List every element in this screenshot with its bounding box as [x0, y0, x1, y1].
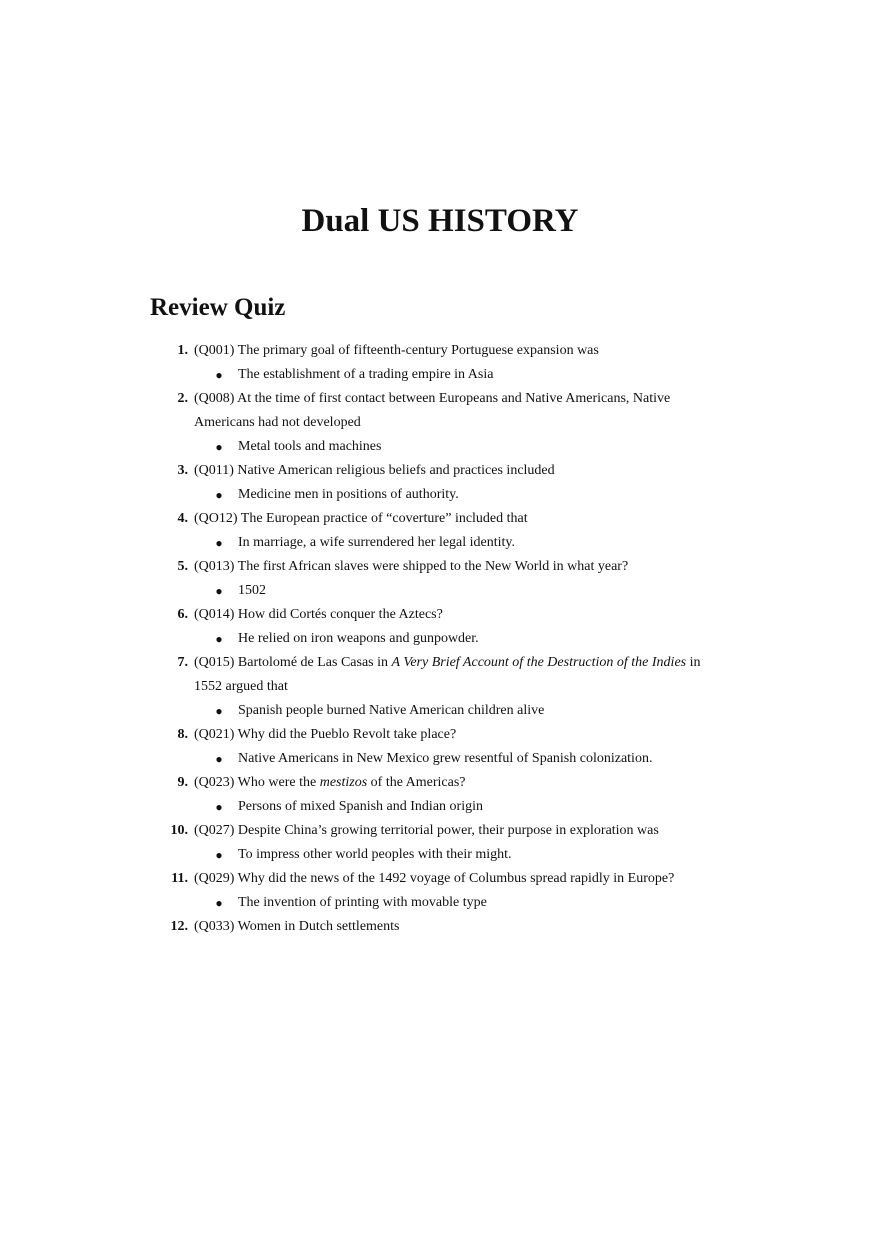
bullet-icon: ●	[215, 896, 223, 910]
question-text: (Q011) Native American religious beliefs and practices included	[194, 463, 555, 478]
question-text-part: in 1552 argued that	[194, 655, 701, 694]
quiz-item	[150, 819, 730, 867]
answer-text: The establishment of a trading empire in Asia	[238, 367, 494, 382]
question-number: 6.	[177, 607, 188, 622]
answer-item	[194, 747, 730, 771]
question-number: 7.	[177, 655, 188, 670]
question-text	[194, 771, 730, 795]
bullet-icon: ●	[215, 488, 223, 502]
question-text: (Q029) Why did the news of the 1492 voyage of Columbus spread rapidly in Europe?	[194, 871, 675, 886]
quiz-list	[150, 339, 730, 939]
question-text: (Q014) How did Cortés conquer the Aztecs?	[194, 607, 443, 622]
bullet-icon: ●	[215, 704, 223, 718]
quiz-item	[150, 555, 730, 603]
question-number: 2.	[177, 391, 188, 406]
quiz-item	[150, 651, 730, 723]
answer-item	[194, 795, 730, 819]
answer-text: He relied on iron weapons and gunpowder.	[238, 631, 479, 646]
answer-item	[194, 435, 730, 459]
question-number: 8.	[177, 727, 188, 742]
question-text: (Q008) At the time of first contact between Europeans and Native Americans, Native Americans had not developed	[194, 391, 671, 430]
bullet-icon: ●	[215, 752, 223, 766]
question-number: 5.	[177, 559, 188, 574]
question-text: (QO12) The European practice of “coverture” included that	[194, 511, 528, 526]
quiz-item	[150, 603, 730, 651]
quiz-item	[150, 339, 730, 387]
bullet-icon: ●	[215, 800, 223, 814]
question-number: 1.	[177, 343, 188, 358]
question-number: 12.	[170, 919, 188, 934]
question-text-part: (Q023) Who were the	[194, 775, 320, 790]
quiz-item	[150, 867, 730, 915]
italic-term: mestizos	[319, 775, 368, 790]
answer-item	[194, 531, 730, 555]
answer-item	[194, 363, 730, 387]
quiz-item	[150, 771, 730, 819]
question-text: (Q021) Why did the Pueblo Revolt take place?	[194, 727, 457, 742]
question-text: (Q033) Women in Dutch settlements	[194, 919, 400, 934]
section-heading: Review Quiz	[150, 294, 286, 321]
answer-text: Metal tools and machines	[238, 439, 382, 454]
question-text: (Q001) The primary goal of fifteenth-century Portuguese expansion was	[194, 343, 599, 358]
question-number: 11.	[171, 871, 188, 886]
bullet-icon: ●	[215, 848, 223, 862]
bullet-icon: ●	[215, 536, 223, 550]
answer-text: Spanish people burned Native American children alive	[238, 703, 545, 718]
quiz-item	[150, 723, 730, 771]
question-text: (Q027) Despite China’s growing territorial power, their purpose in exploration was	[194, 823, 659, 838]
question-number: 9.	[177, 775, 188, 790]
quiz-item	[150, 459, 730, 507]
question-text: (Q013) The first African slaves were shipped to the New World in what year?	[194, 559, 629, 574]
answer-item	[194, 579, 730, 603]
quiz-item	[150, 507, 730, 555]
answer-item	[194, 627, 730, 651]
question-number: 4.	[177, 511, 188, 526]
answer-item	[194, 483, 730, 507]
bullet-icon: ●	[215, 584, 223, 598]
answer-item	[194, 699, 730, 723]
quiz-item	[150, 387, 730, 459]
question-text-part: (Q015) Bartolomé de Las Casas in	[194, 655, 392, 670]
answer-text: Native Americans in New Mexico grew resentful of Spanish colonization.	[238, 751, 653, 766]
answer-text: In marriage, a wife surrendered her legal identity.	[238, 535, 516, 550]
question-number: 3.	[177, 463, 188, 478]
question-text-part: of the Americas?	[367, 775, 466, 790]
question-number: 10.	[170, 823, 188, 838]
quiz-item	[150, 915, 730, 939]
bullet-icon: ●	[215, 368, 223, 382]
answer-text: 1502	[238, 583, 266, 598]
answer-text: Medicine men in positions of authority.	[238, 487, 459, 502]
book-title: A Very Brief Account of the Destruction of the Indies	[391, 655, 687, 670]
bullet-icon: ●	[215, 632, 223, 646]
document-title: Dual US HISTORY	[301, 203, 579, 239]
answer-item	[194, 891, 730, 915]
answer-text: To impress other world peoples with their might.	[238, 847, 512, 862]
answer-item	[194, 843, 730, 867]
answer-text: The invention of printing with movable type	[238, 895, 487, 910]
question-text	[194, 651, 730, 699]
bullet-icon: ●	[215, 440, 223, 454]
answer-text: Persons of mixed Spanish and Indian origin	[238, 799, 483, 814]
